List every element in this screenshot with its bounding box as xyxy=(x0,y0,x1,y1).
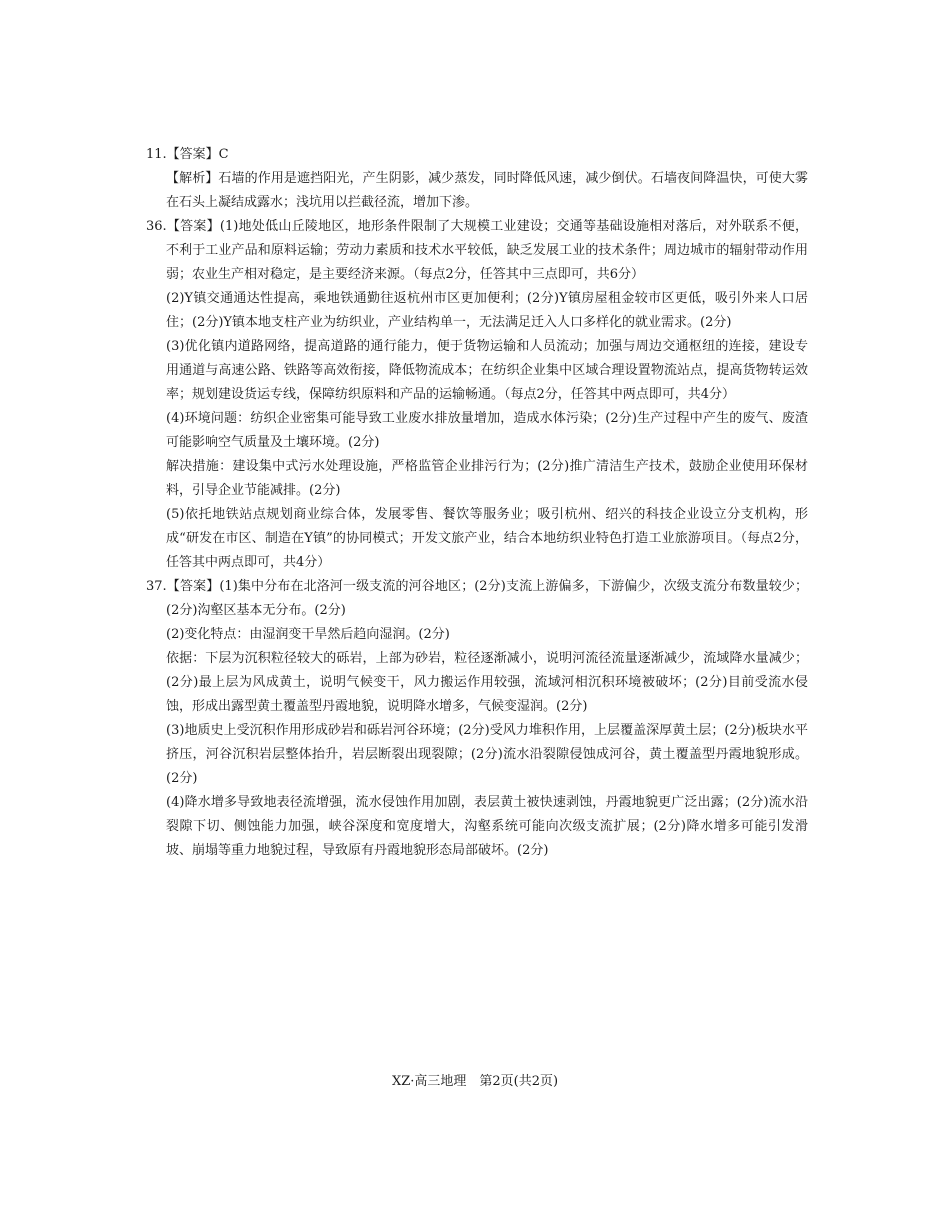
answer-36-part-2: (2)Y镇交通通达性提高，乘地铁通勤往返杭州市区更加便利；(2分)Y镇房屋租金较市区更低，吸引外来人口居住；(2分)Y镇本地支柱产业为纺织业，产业结构单一，无法满足迁入人口多样化的就业需求。(2分) xyxy=(166,291,808,330)
answer-content xyxy=(146,143,808,863)
page-footer: XZ·高三地理 第2页(共2页) xyxy=(391,1074,559,1089)
answer-37-part-2-evidence: 依据：下层为沉积粒径较大的砾岩，上部为砂岩，粒径逐渐减小，说明河流径流量逐渐减少，流域降水量减少；(2分)最上层为风成黄土，说明气候变干，风力搬运作用较强，流域河相沉积环境被破坏；(2分)目前受流水侵蚀，形成出露型黄土覆盖型丹霞地貌，说明降水增多，气候变湿润。(2分) xyxy=(166,651,808,714)
answer-36-part-3: (3)优化镇内道路网络，提高道路的通行能力，便于货物运输和人员流动；加强与周边交通枢纽的连接，建设专用通道与高速公路、铁路等高效衔接，降低物流成本；在纺织企业集中区域合理设置物流站点，提高货物转运效率；规划建设货运专线，保障纺织原料和产品的运输畅通。（每点2分，任答其中两点即可，共4分） xyxy=(166,339,808,402)
answer-11-explanation: 【解析】石墙的作用是遮挡阳光，产生阴影，减少蒸发，同时降低风速，减少倒伏。石墙夜间降温快，可使大雾在石头上凝结成露水；浅坑用以拦截径流，增加下渗。 xyxy=(166,171,808,210)
answer-37-part-1: 37.【答案】(1)集中分布在北洛河一级支流的河谷地区；(2分)支流上游偏多，下游偏少，次级支流分布数量较少；(2分)沟壑区基本无分布。(2分) xyxy=(146,579,808,618)
answer-37-part-2-features: (2)变化特点：由湿润变干旱然后趋向湿润。(2分) xyxy=(166,627,450,642)
answer-36-part-4-problems: (4)环境问题：纺织企业密集可能导致工业废水排放量增加，造成水体污染；(2分)生产过程中产生的废气、废渣可能影响空气质量及土壤环境。(2分) xyxy=(166,411,808,450)
answer-11-heading: 11.【答案】C xyxy=(146,147,229,162)
answer-36-part-1: 36.【答案】(1)地处低山丘陵地区，地形条件限制了大规模工业建设；交通等基础设施相对落后，对外联系不便，不利于工业产品和原料运输；劳动力素质和技术水平较低，缺乏发展工业的技术条件；周边城市的辐射带动作用弱；农业生产相对稳定，是主要经济来源。（每点2分，任答其中三点即可，共6分） xyxy=(146,219,808,282)
answer-37-part-3: (3)地质史上受沉积作用形成砂岩和砾岩河谷环境；(2分)受风力堆积作用，上层覆盖深厚黄土层；(2分)板块水平挤压，河谷沉积岩层整体抬升，岩层断裂出现裂隙；(2分)流水沿裂隙侵蚀成河谷，黄土覆盖型丹霞地貌形成。(2分) xyxy=(166,723,808,786)
answer-37-part-4: (4)降水增多导致地表径流增强，流水侵蚀作用加剧，表层黄土被快速剥蚀，丹霞地貌更广泛出露；(2分)流水沿裂隙下切、侧蚀能力加强，峡谷深度和宽度增大，沟壑系统可能向次级支流扩展；(2分)降水增多可能引发滑坡、崩塌等重力地貌过程，导致原有丹霞地貌形态局部破坏。(2分) xyxy=(166,795,808,858)
answer-36-part-4-measures: 解决措施：建设集中式污水处理设施，严格监管企业排污行为；(2分)推广清洁生产技术，鼓励企业使用环保材料，引导企业节能减排。(2分) xyxy=(166,459,808,498)
answer-36-part-5: (5)依托地铁站点规划商业综合体，发展零售、餐饮等服务业；吸引杭州、绍兴的科技企业设立分支机构，形成“研发在市区、制造在Y镇”的协同模式；开发文旅产业，结合本地纺织业特色打造工业旅游项目。（每点2分，任答其中两点即可，共4分） xyxy=(166,507,808,570)
